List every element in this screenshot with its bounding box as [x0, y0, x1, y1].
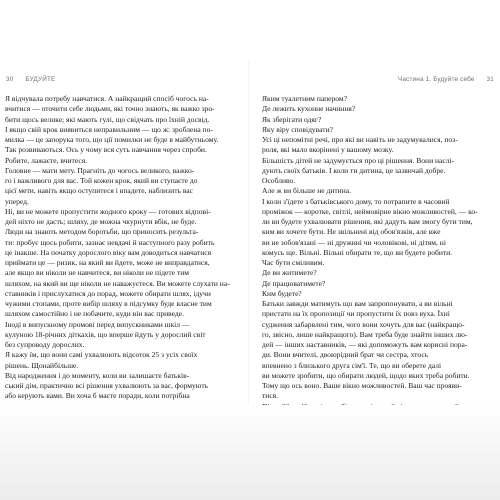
text-line: Від народження і до моменту, коли ви залишаєте батьків-	[5, 370, 190, 380]
text-line: Де працюватимете?	[262, 278, 326, 288]
text-line: Люди на знають методом боротьби, що приносить результа-	[5, 227, 199, 237]
text-line: Яку віру сповідувати?	[262, 124, 333, 134]
text-line: шляхом, на який ви ще ніколи не наважуєтеся. Ви можете слухати на-	[5, 278, 230, 288]
text-line: ти: пробує щось робити, зазнає невдачі й наступного разу робить	[5, 237, 215, 247]
text-line: Ні, ви не можете пропустити жодного кроку — готових відпові-	[5, 206, 211, 216]
text-line: Більшість дітей не задумується про ці рішення. Вони наслі-	[262, 155, 455, 165]
text-line: ди. Вони вчителі, двоюрідний брат чи сестра, хтось	[262, 350, 429, 360]
text-line: го і важливого для вас. Той кожен крок, який ви ступаєте до	[5, 176, 198, 185]
text-line: пристати на їх пропозиції чи пропустити їх повз вуха. Їхні	[262, 309, 450, 319]
text-line: роля, які мало вкорінені у вашому мозку.	[262, 145, 394, 155]
right-page-header	[398, 76, 494, 83]
text-line: впевнено з близького друга сім'ї. Те, що ви оберете далі	[262, 360, 442, 370]
text-line: дей ніхто не дасть; шляху, де можна чкурнути вбік, не буде.	[5, 217, 197, 226]
left-running-title: БУДУЙТЕ	[25, 76, 56, 83]
left-page-number: 30	[6, 76, 14, 83]
text-line: ким ви хочете бути. Не звільнені від обов'язків, але вже	[262, 227, 441, 237]
text-line: Особливо.	[262, 176, 296, 185]
text-line: комусь ще. Вільні. Вільні обирати те, що ви будете робити.	[262, 247, 453, 257]
text-line: Як зберігати одяг?	[262, 114, 322, 124]
page-gutter	[248, 60, 250, 410]
text-line: Я відчувала потребу навчатися. А найкращий спосіб чогось на-	[5, 94, 209, 103]
text-line: цієї мети, навіть якщо оступитеся і впадете, наблизить вас	[5, 186, 193, 196]
text-line: ви можете зробити, що обирати людей, щодо яких треба робити.	[262, 370, 470, 380]
text-line: І якщо свій крок виявиться неправильним — що ж: зроблена по-	[5, 124, 213, 134]
text-line: Де ви житимете?	[262, 268, 317, 278]
text-line: Де лежить кухонне начиння?	[262, 104, 356, 114]
text-line: Головне — мати мету. Прагніть до чогось великого, важко-	[5, 165, 195, 175]
text-line: вчитися — оточити себе людьми, які точно знають, як важко зро-	[5, 104, 215, 114]
text-line: кулуною 18-річних діткахів, що вперше йдуть у дорослий світ	[5, 329, 206, 339]
text-line: Усі ці непомітні речі, про які ви навіть не задумувалися, поз-	[262, 135, 458, 144]
text-line: уперед.	[5, 196, 29, 206]
right-running-title: Частина 1. Будуйте себе	[398, 76, 475, 83]
text-line: чужими стопами, проте вибір шляху в підсумку буде власне тим	[5, 299, 212, 308]
text-line: Я кажу їм, що вони самі ухвалюють відсоток 25 з усіх своїх	[5, 350, 198, 360]
text-line: проміжок — коротке, світлі, неймовірне вікно можливостей, — ко-	[262, 206, 478, 216]
text-line: шляхом самостійно і не побачите, куди він вас приведе.	[5, 309, 185, 319]
text-line: але якщо ви ніколи не навчитеся, ви ніколи не підете тим	[5, 268, 190, 278]
text-line: ви не зобов'язані — ні дружині чи чоловікові, ні дітям, ні	[262, 237, 446, 247]
text-line: Яким туалетним папером?	[262, 94, 348, 103]
text-line: ли ви будете ухвалювати рішення, які дадуть вам змогу бути тим,	[262, 217, 473, 226]
text-line: Іноді в випускному промові перед випускниками шкіл —	[5, 319, 190, 329]
text-line: Час бути сміливим.	[262, 258, 325, 267]
text-line: Але ж ви більше не дитина.	[262, 186, 352, 196]
text-line: без супроводу дорослих.	[5, 340, 85, 349]
text-line: приймати це — ризик, на який ви йдете, може не виправдатися,	[5, 258, 210, 267]
text-line: го, звісно, лише найкращого). Вам треба буде знайти інших лю-	[262, 329, 468, 339]
blank-background-area	[0, 405, 500, 500]
text-line: Батьки завжди матимуть що вам запропонувати, а ви вільні	[262, 299, 453, 308]
text-line: або керують вами. Ви хоча б маєте поради, коли потрібна	[5, 391, 190, 401]
text-line: рішень. Щонайбільше.	[5, 360, 79, 370]
text-line: ставників і прислухатися до порад, можете обирати шлях, ідучи	[5, 288, 211, 298]
text-line: дують своїх батьків. І коли ти дитина, це зазвичай добре.	[262, 165, 446, 175]
text-line: дей — інших наставників, — які допоможуть вам корисні пора-	[262, 340, 468, 349]
text-line: Тому що ось воно. Ваше вікно можливостей. Ваш час прояви-	[262, 381, 462, 390]
text-line: милка — це запорука того, що ції помилки не буде в майбутньому.	[5, 135, 219, 144]
text-line: Робите, лажаєте, вчитеся.	[5, 155, 88, 165]
text-line: тися.	[262, 391, 279, 401]
text-line: Ким будете?	[262, 288, 302, 298]
text-line: бити щось велике; які мають гулі, що свідчать про їхній досвід.	[5, 114, 210, 124]
left-page-header	[6, 76, 55, 83]
text-line: ський дім, практично всі рішення ухвалюють за вас, формують	[5, 381, 209, 390]
right-page-number: 31	[486, 76, 494, 83]
text-line: судження забарвлені тим, чого вони хочуть для вас (найкращо-	[262, 319, 465, 329]
text-line: Так розвиваються. Ось у чому вся суть навчання через спроби.	[5, 145, 207, 155]
text-line: І коли з'їдете з батьківського дому, то потрапите в часовий	[262, 196, 450, 206]
text-line: це інакше. На початку дорослого віку вам доводиться навчатися	[5, 247, 212, 257]
